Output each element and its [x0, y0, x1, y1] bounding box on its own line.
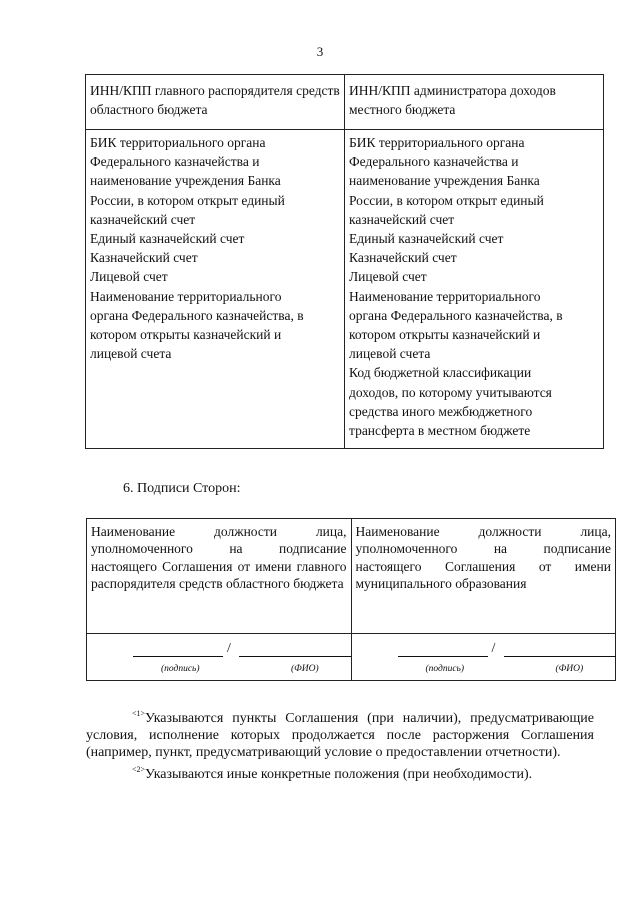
detail-line: Единый казначейский счет [90, 231, 245, 247]
signatures-table [86, 518, 616, 681]
detail-line: органа Федерального казначейства, в [90, 307, 304, 323]
detail-line: средства иного межбюджетного [349, 403, 533, 419]
detail-line: Казначейский счет [349, 250, 457, 266]
detail-line: Единый казначейский счет [349, 231, 504, 247]
footnote-1-text: Указываются пункты Соглашения (при наличии), предусматривающие условия, исполнение которых продолжается после расторжения Соглашения (например, пункт, предусматривающий условие о предоставлении отчетности). [86, 711, 594, 760]
detail-line: котором открыты казначейский и [90, 327, 282, 343]
bank-details-table [85, 74, 604, 449]
footnote-1 [86, 705, 594, 761]
left-signer-text: Наименование должности лица, уполномоченного на подписание настоящего Соглашения от имени главного распорядителя средств областного бюджета [91, 524, 347, 592]
detail-line: Лицевой счет [90, 269, 168, 285]
detail-line: России, в котором открыт единый [349, 192, 544, 208]
detail-line: лицевой счета [349, 346, 431, 362]
detail-line: доходов, по которому учитываются [349, 384, 552, 400]
left-signer-cell [87, 519, 352, 634]
name-caption: (ФИО) [291, 664, 319, 674]
footnote-2 [86, 761, 594, 783]
signature-line [133, 656, 223, 657]
detail-line: котором открыты казначейский и [349, 327, 541, 343]
section-title-signatures: 6. Подписи Сторон: [123, 481, 241, 496]
footnote-2-text: Указываются иные конкретные положения (при необходимости). [145, 767, 533, 782]
left-signature-block [91, 634, 347, 680]
left-details-cell [86, 130, 345, 449]
detail-line: России, в котором открыт единый [90, 192, 285, 208]
detail-line: БИК территориального органа [349, 135, 525, 150]
detail-line: Казначейский счет [90, 250, 198, 266]
left-header-cell: ИНН/КПП главного распорядителя средств областного бюджета [86, 75, 345, 130]
detail-line: наименование учреждения Банка [90, 173, 281, 189]
right-signer-text: Наименование должности лица, уполномоченного на подписание настоящего Соглашения от имени муниципального образования [355, 524, 611, 592]
left-signature-cell [87, 634, 352, 681]
right-signer-cell [351, 519, 616, 634]
detail-line: Федерального казначейства и [349, 154, 519, 170]
detail-line: Код бюджетной классификации [349, 365, 532, 381]
table-header-row [86, 75, 604, 130]
signature-slash: / [227, 641, 231, 656]
detail-line: органа Федерального казначейства, в [349, 307, 563, 323]
signature-row [87, 634, 616, 681]
detail-line: Лицевой счет [349, 269, 427, 285]
signature-caption: (подпись) [161, 664, 200, 674]
detail-line: БИК территориального органа [90, 135, 266, 150]
footnote-2-marker: <2> [132, 765, 146, 774]
right-details-cell [345, 130, 604, 449]
name-line [504, 656, 616, 657]
detail-line: Наименование территориального [349, 288, 541, 304]
name-line [239, 656, 351, 657]
footnote-1-marker: <1> [132, 709, 146, 718]
signature-slash: / [491, 641, 496, 656]
detail-line: трансферта в местном бюджете [349, 423, 531, 439]
detail-line: казначейский счет [90, 211, 196, 227]
signature-caption: (подпись) [425, 664, 465, 674]
right-signature-cell [351, 634, 616, 681]
right-header-cell: ИНН/КПП администратора доходов местного бюджета [345, 75, 604, 130]
signature-line [398, 656, 488, 657]
table-body-row [86, 130, 604, 449]
signer-position-row [87, 519, 616, 634]
right-signature-block [356, 634, 612, 680]
detail-line: казначейский счет [349, 211, 455, 227]
footnotes [86, 705, 594, 783]
detail-line: Федерального казначейства и [90, 154, 260, 170]
detail-line: лицевой счета [90, 346, 172, 362]
name-caption: (ФИО) [555, 664, 584, 674]
detail-line: наименование учреждения Банка [349, 173, 540, 189]
page-number: 3 [316, 44, 324, 59]
detail-line: Наименование территориального [90, 288, 282, 304]
